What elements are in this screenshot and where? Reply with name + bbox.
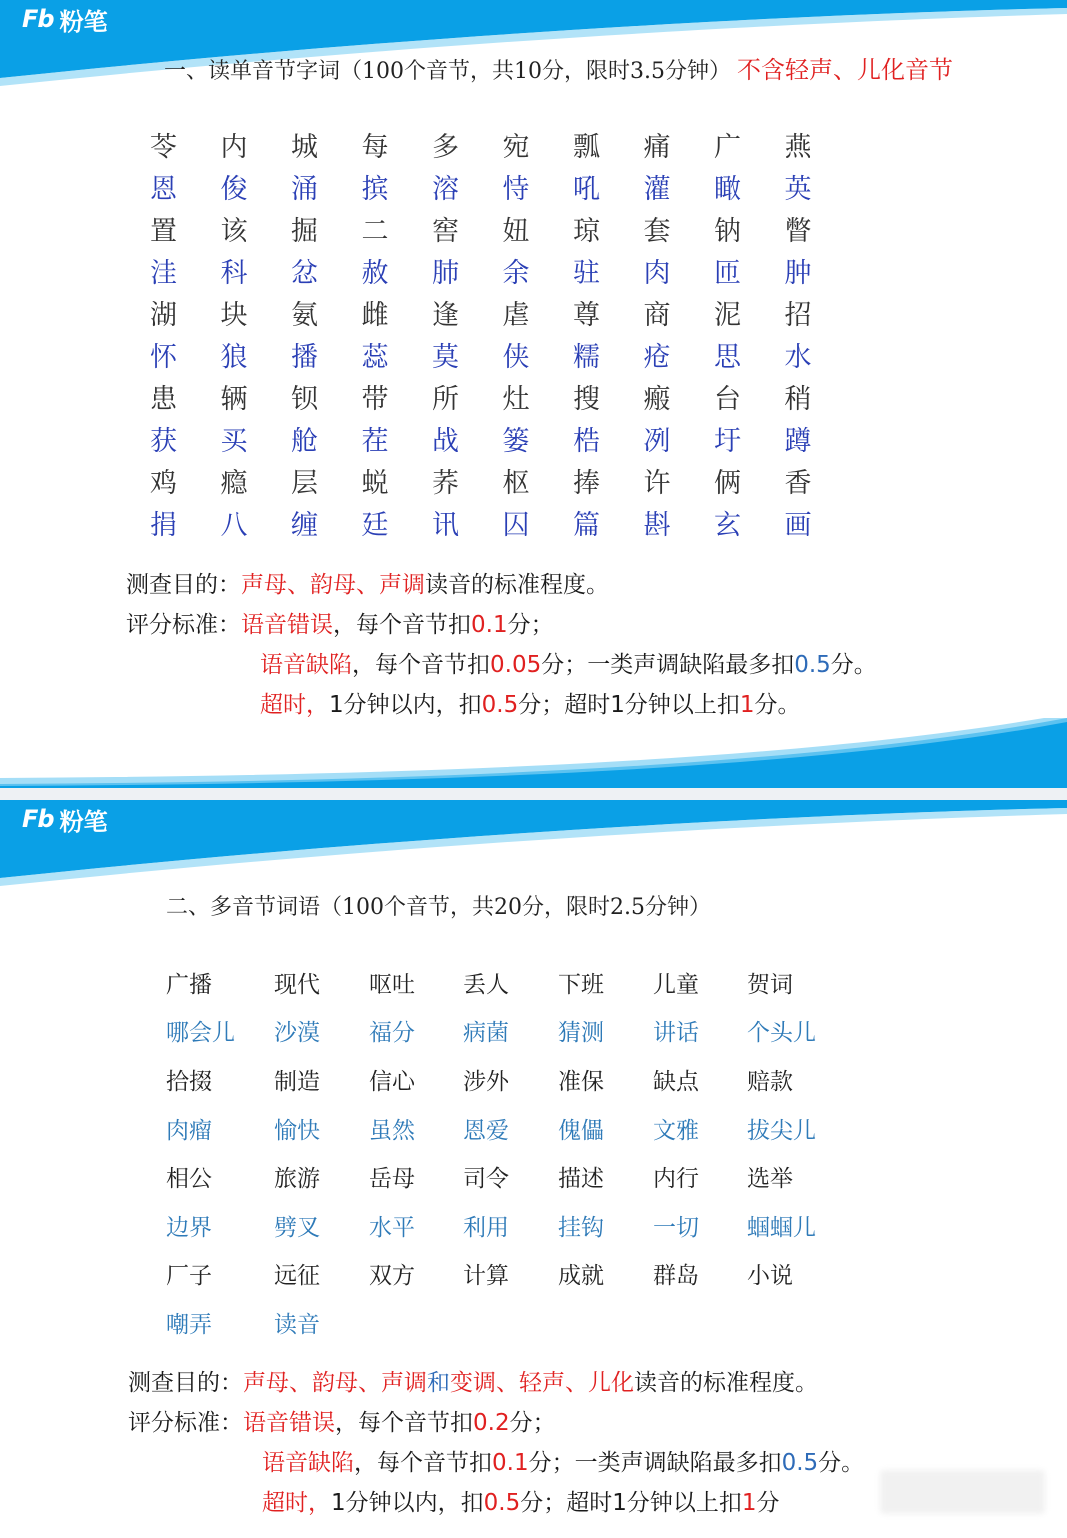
word-cell: 信心 <box>369 1068 415 1095</box>
char-cell: 疮 <box>643 341 671 373</box>
criteria-error-unit: 分； <box>507 612 554 638</box>
word-cell: 边界 <box>166 1214 212 1241</box>
criteria-defect-unit: 分。 <box>830 652 877 678</box>
char-cell: 许 <box>643 467 671 499</box>
word-cell: 讲话 <box>653 1020 699 1047</box>
word-row <box>166 1104 847 1153</box>
char-cell: 湖 <box>150 299 177 331</box>
char-cell: 圩 <box>714 425 741 457</box>
char-cell: 虐 <box>502 299 530 331</box>
char-cell: 摈 <box>361 173 389 205</box>
char-cell: 辆 <box>220 383 248 415</box>
word-cell: 赔款 <box>747 1068 793 1095</box>
criteria-overtime-value: 0.5 <box>483 1490 521 1516</box>
char-row <box>150 123 855 165</box>
brand-logo <box>22 4 108 34</box>
criteria-overtime-a: 1分钟以内，扣 <box>331 1490 484 1516</box>
word-cell: 司令 <box>463 1166 509 1193</box>
char-row <box>150 165 855 207</box>
word-cell: 拾掇 <box>166 1068 212 1095</box>
char-cell: 瘢 <box>643 383 671 415</box>
char-cell: 泥 <box>714 299 741 331</box>
char-cell: 尊 <box>573 299 600 331</box>
char-cell: 肉 <box>643 257 671 289</box>
char-cell: 瞰 <box>714 173 741 205</box>
criteria-overtime-value2: 1 <box>739 692 755 718</box>
word-cell: 岳母 <box>369 1166 415 1193</box>
char-cell: 恃 <box>502 173 530 205</box>
char-cell: 搜 <box>573 383 600 415</box>
criteria-defect-max: 0.5 <box>794 652 831 678</box>
criteria-label: 评分标准： <box>128 1410 243 1436</box>
char-cell: 商 <box>643 299 671 331</box>
char-cell: 缠 <box>291 509 318 541</box>
word-cell: 涉外 <box>463 1068 509 1095</box>
brand-logo <box>22 804 108 834</box>
section1-criteria-1 <box>126 606 554 639</box>
word-row <box>166 1298 847 1347</box>
criteria-defect-text: ，每个音节扣 <box>352 652 490 678</box>
char-row <box>150 291 855 333</box>
top-banner <box>0 800 1067 890</box>
char-cell: 水 <box>784 341 812 373</box>
char-cell: 琼 <box>573 215 600 247</box>
word-cell: 厂子 <box>166 1263 212 1290</box>
word-cell: 嘲弄 <box>166 1311 212 1338</box>
word-row <box>166 1201 847 1250</box>
char-cell: 莫 <box>432 341 459 373</box>
criteria-defect-value: 0.1 <box>492 1450 529 1476</box>
section1-criteria-3 <box>260 686 801 719</box>
char-cell: 俩 <box>714 467 741 499</box>
char-cell: 台 <box>714 383 741 415</box>
char-cell: 香 <box>784 467 812 499</box>
word-cell: 相公 <box>166 1166 212 1193</box>
section2-criteria-3 <box>262 1484 780 1517</box>
char-cell: 枢 <box>502 467 530 499</box>
criteria-defect-max: 0.5 <box>781 1450 819 1476</box>
word-cell: 愉快 <box>274 1117 320 1144</box>
word-cell: 选举 <box>747 1166 793 1193</box>
brand-name: 粉笔 <box>59 807 108 836</box>
word-cell: 双方 <box>369 1263 415 1290</box>
criteria-defect-mid: 分；一类声调缺陷最多扣 <box>541 652 795 678</box>
char-row <box>150 249 855 291</box>
purpose-highlight-2: 变调、轻声、儿化 <box>450 1370 634 1396</box>
word-row <box>166 958 847 1007</box>
char-cell: 苓 <box>150 131 177 163</box>
char-cell: 患 <box>150 383 177 415</box>
purpose-highlight: 声母、韵母、声调 <box>241 572 425 598</box>
char-cell: 二 <box>361 215 389 247</box>
char-row <box>150 501 855 543</box>
criteria-overtime-a: 1分钟以内，扣 <box>329 692 482 718</box>
criteria-label: 评分标准： <box>126 612 241 638</box>
purpose-rest: 读音的标准程度。 <box>634 1370 818 1396</box>
char-cell: 梏 <box>573 425 600 457</box>
char-cell: 该 <box>220 215 248 247</box>
section2-heading-text: 二、多音节词语（100个音节，共20分，限时2.5分钟） <box>166 895 711 920</box>
word-row <box>166 1250 847 1299</box>
section1-heading <box>164 50 953 85</box>
char-cell: 溶 <box>432 173 459 205</box>
purpose-label: 测查目的： <box>126 572 241 598</box>
char-cell: 逢 <box>432 299 459 331</box>
char-cell: 买 <box>220 425 248 457</box>
char-cell: 囚 <box>502 509 530 541</box>
char-cell: 荞 <box>432 467 459 499</box>
char-cell: 捧 <box>573 467 600 499</box>
char-cell: 匝 <box>714 257 741 289</box>
word-cell: 现代 <box>274 971 320 998</box>
char-cell: 播 <box>291 341 318 373</box>
criteria-error-value: 0.2 <box>473 1410 510 1436</box>
word-cell: 一切 <box>653 1214 699 1241</box>
word-cell: 读音 <box>274 1311 320 1338</box>
word-cell: 沙漠 <box>274 1020 320 1047</box>
word-cell: 远征 <box>274 1263 320 1290</box>
word-cell: 小说 <box>747 1263 793 1290</box>
word-cell: 水平 <box>369 1214 415 1241</box>
criteria-error-value: 0.1 <box>471 612 508 638</box>
char-cell: 思 <box>714 341 741 373</box>
char-cell: 侠 <box>502 341 530 373</box>
brand-fb: Fb <box>22 805 54 833</box>
char-cell: 氨 <box>291 299 318 331</box>
word-cell: 福分 <box>369 1020 415 1047</box>
char-cell: 余 <box>502 257 530 289</box>
word-row <box>166 1152 847 1201</box>
char-cell: 获 <box>150 425 177 457</box>
char-cell: 带 <box>361 383 389 415</box>
char-cell: 赦 <box>361 257 389 289</box>
char-cell: 恩 <box>150 173 177 205</box>
char-cell: 窖 <box>432 215 459 247</box>
word-cell: 描述 <box>558 1166 604 1193</box>
char-cell: 廷 <box>361 509 389 541</box>
char-cell: 舱 <box>291 425 318 457</box>
criteria-defect-unit: 分。 <box>818 1450 865 1476</box>
criteria-overtime-unit: 分 <box>756 1490 780 1516</box>
word-cell: 下班 <box>558 971 604 998</box>
word-cell: 制造 <box>274 1068 320 1095</box>
char-cell: 俊 <box>220 173 248 205</box>
criteria-defect: 语音缺陷 <box>262 1450 354 1476</box>
section1-heading-note: 不含轻声、儿化音节 <box>736 56 953 84</box>
word-row <box>166 1055 847 1104</box>
char-cell: 蜕 <box>361 467 389 499</box>
char-row <box>150 417 855 459</box>
criteria-defect-mid: 分；一类声调缺陷最多扣 <box>528 1450 782 1476</box>
criteria-error-text: ，每个音节扣 <box>335 1410 473 1436</box>
multi-syllable-grid <box>166 958 847 1347</box>
word-cell: 缺点 <box>653 1068 699 1095</box>
char-cell: 块 <box>220 299 248 331</box>
char-cell: 科 <box>220 257 248 289</box>
criteria-error: 语音错误 <box>241 612 333 638</box>
char-cell: 冽 <box>643 425 671 457</box>
word-cell: 傀儡 <box>558 1117 604 1144</box>
word-cell: 挂钩 <box>558 1214 604 1241</box>
word-cell: 计算 <box>463 1263 509 1290</box>
word-cell: 广播 <box>166 971 212 998</box>
section1-criteria-2 <box>260 646 877 679</box>
word-cell: 猜测 <box>558 1020 604 1047</box>
word-cell: 准保 <box>558 1068 604 1095</box>
blurred-watermark <box>880 1470 1045 1514</box>
char-cell: 瓢 <box>573 131 600 163</box>
char-cell: 雌 <box>361 299 389 331</box>
word-cell: 恩爱 <box>463 1117 509 1144</box>
char-cell: 洼 <box>150 257 177 289</box>
char-cell: 鸡 <box>150 467 177 499</box>
char-cell: 驻 <box>573 257 600 289</box>
purpose-highlight-1: 声母、韵母、声调 <box>243 1370 427 1396</box>
char-cell: 多 <box>432 131 459 163</box>
brand-name: 粉笔 <box>59 7 108 36</box>
section2-criteria-2 <box>262 1444 864 1477</box>
criteria-defect-text: ，每个音节扣 <box>354 1450 492 1476</box>
char-cell: 涌 <box>291 173 318 205</box>
char-cell: 吼 <box>573 173 600 205</box>
brand-fb: Fb <box>22 5 54 33</box>
word-cell: 个头儿 <box>747 1020 816 1047</box>
word-cell: 拔尖儿 <box>747 1117 816 1144</box>
char-cell: 肺 <box>432 257 459 289</box>
char-cell: 肿 <box>784 257 812 289</box>
word-cell: 蝈蝈儿 <box>747 1214 816 1241</box>
char-cell: 广 <box>714 131 741 163</box>
char-cell: 瞥 <box>784 215 812 247</box>
char-cell: 怀 <box>150 341 177 373</box>
word-cell: 利用 <box>463 1214 509 1241</box>
char-cell: 捐 <box>150 509 177 541</box>
section2-criteria-1 <box>128 1404 556 1437</box>
char-cell: 篓 <box>502 425 530 457</box>
criteria-error: 语音错误 <box>243 1410 335 1436</box>
word-cell: 文雅 <box>653 1117 699 1144</box>
criteria-overtime-b: 分；超时1分钟以上扣 <box>520 1490 742 1516</box>
char-row <box>150 375 855 417</box>
word-cell: 肉瘤 <box>166 1117 212 1144</box>
char-cell: 宛 <box>502 131 530 163</box>
char-cell: 忿 <box>291 257 318 289</box>
char-cell: 置 <box>150 215 177 247</box>
char-cell: 斟 <box>643 509 671 541</box>
criteria-overtime: 超时， <box>262 1490 331 1516</box>
char-cell: 燕 <box>784 131 812 163</box>
purpose-and: 和 <box>427 1370 450 1396</box>
char-cell: 八 <box>220 509 248 541</box>
word-cell: 儿童 <box>653 971 699 998</box>
char-cell: 内 <box>220 131 248 163</box>
char-cell: 玄 <box>714 509 741 541</box>
char-cell: 所 <box>432 383 459 415</box>
section2-purpose <box>128 1364 818 1397</box>
char-cell: 城 <box>291 131 318 163</box>
section1-heading-text: 一、读单音节字词（100个音节，共10分，限时3.5分钟） <box>164 59 731 84</box>
criteria-overtime-b: 分；超时1分钟以上扣 <box>518 692 740 718</box>
char-cell: 狼 <box>220 341 248 373</box>
char-cell: 妞 <box>502 215 530 247</box>
word-cell: 成就 <box>558 1263 604 1290</box>
word-cell: 病菌 <box>463 1020 509 1047</box>
word-cell: 旅游 <box>274 1166 320 1193</box>
char-cell: 蕊 <box>361 341 389 373</box>
word-cell: 哪会儿 <box>166 1020 235 1047</box>
criteria-overtime-unit: 分。 <box>754 692 801 718</box>
char-cell: 蹲 <box>784 425 812 457</box>
char-cell: 痛 <box>643 131 671 163</box>
bottom-swoosh <box>0 718 1067 788</box>
criteria-overtime: 超时， <box>260 692 329 718</box>
word-cell: 贺词 <box>747 971 793 998</box>
word-cell: 虽然 <box>369 1117 415 1144</box>
char-cell: 掘 <box>291 215 318 247</box>
char-cell: 稍 <box>784 383 812 415</box>
criteria-defect: 语音缺陷 <box>260 652 352 678</box>
char-cell: 战 <box>432 425 459 457</box>
char-cell: 瘾 <box>220 467 248 499</box>
char-cell: 篇 <box>573 509 600 541</box>
char-cell: 英 <box>784 173 812 205</box>
char-row <box>150 459 855 501</box>
criteria-overtime-value: 0.5 <box>481 692 519 718</box>
char-cell: 招 <box>784 299 812 331</box>
word-cell: 丢人 <box>463 971 509 998</box>
criteria-error-text: ，每个音节扣 <box>333 612 471 638</box>
char-row <box>150 207 855 249</box>
char-cell: 层 <box>291 467 318 499</box>
char-cell: 套 <box>643 215 671 247</box>
char-cell: 讯 <box>432 509 459 541</box>
word-cell: 劈叉 <box>274 1214 320 1241</box>
word-cell: 内行 <box>653 1166 699 1193</box>
word-row <box>166 1007 847 1056</box>
purpose-label: 测查目的： <box>128 1370 243 1396</box>
criteria-error-unit: 分； <box>509 1410 556 1436</box>
word-cell: 群岛 <box>653 1263 699 1290</box>
single-syllable-grid <box>150 123 855 543</box>
char-cell: 每 <box>361 131 389 163</box>
criteria-defect-value: 0.05 <box>490 652 542 678</box>
slide-separator <box>0 788 1067 800</box>
char-cell: 茬 <box>361 425 389 457</box>
char-cell: 灌 <box>643 173 671 205</box>
char-cell: 糯 <box>573 341 600 373</box>
char-cell: 画 <box>784 509 812 541</box>
char-cell: 钠 <box>714 215 741 247</box>
section1-purpose <box>126 566 609 599</box>
purpose-rest: 读音的标准程度。 <box>425 572 609 598</box>
section2-heading <box>166 890 711 921</box>
char-row <box>150 333 855 375</box>
char-cell: 钡 <box>291 383 318 415</box>
char-cell: 灶 <box>502 383 530 415</box>
word-cell: 呕吐 <box>369 971 415 998</box>
criteria-overtime-value2: 1 <box>741 1490 757 1516</box>
